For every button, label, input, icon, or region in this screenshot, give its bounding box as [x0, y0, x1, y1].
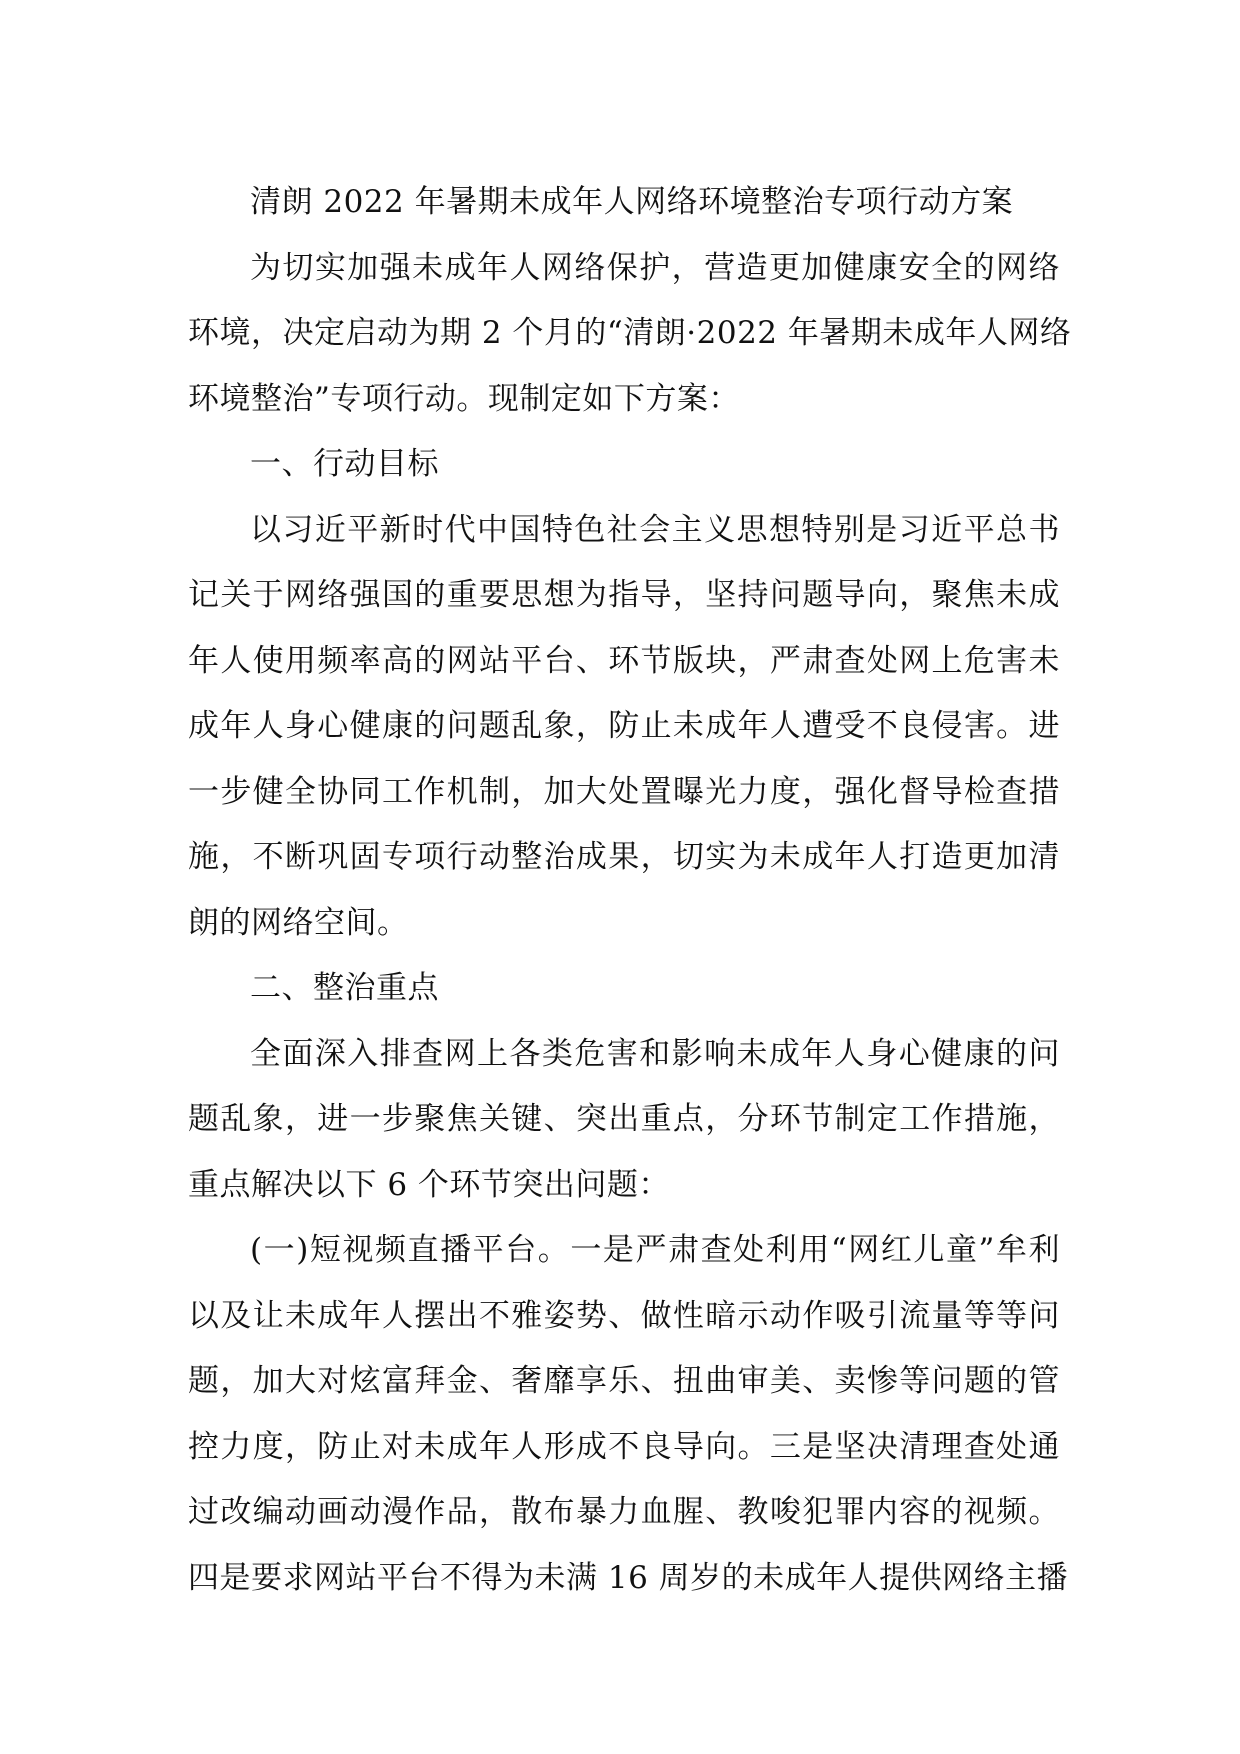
paragraph-line: 过改编动画动漫作品，散布暴力血腥、教唆犯罪内容的视频。 — [188, 1494, 1060, 1530]
paragraph-line: (一)短视频直播平台。一是严肃查处利用“网红儿童”牟利 — [250, 1232, 1060, 1268]
document-page — [188, 170, 1072, 1611]
paragraph-line: 环境，决定启动为期 2 个月的“清朗·2022 年暑期未成年人网络 — [188, 315, 1072, 351]
paragraph-line: 以及让未成年人摆出不雅姿势、做性暗示动作吸引流量等等问 — [188, 1297, 1060, 1334]
paragraph-line: 全面深入排查网上各类危害和影响未成年人身心健康的问 — [250, 1035, 1060, 1072]
section-heading: 二、整治重点 — [250, 970, 439, 1006]
document-title: 清朗 2022 年暑期未成年人网络环境整治专项行动方案 — [250, 184, 1014, 220]
paragraph-line: 施，不断巩固专项行动整治成果，切实为未成年人打造更加清 — [188, 839, 1060, 875]
paragraph-line: 题，加大对炫富拜金、奢靡享乐、扭曲审美、卖惨等问题的管 — [188, 1363, 1060, 1399]
paragraph-line: 记关于网络强国的重要思想为指导，坚持问题导向，聚焦未成 — [188, 577, 1060, 613]
paragraph-line: 题乱象，进一步聚焦关键、突出重点，分环节制定工作措施， — [188, 1101, 1060, 1137]
section-heading: 一、行动目标 — [250, 446, 439, 482]
paragraph-line: 成年人身心健康的问题乱象，防止未成年人遭受不良侵害。进 — [188, 708, 1060, 744]
paragraph-line: 年人使用频率高的网站平台、环节版块，严肃查处网上危害未 — [188, 642, 1060, 679]
paragraph-line: 一步健全协同工作机制，加大处置曝光力度，强化督导检查措 — [188, 773, 1060, 810]
paragraph-line: 控力度，防止对未成年人形成不良导向。三是坚决清理查处通 — [188, 1428, 1060, 1465]
paragraph-line: 以习近平新时代中国特色社会主义思想特别是习近平总书 — [250, 511, 1060, 548]
paragraph-line: 环境整治”专项行动。现制定如下方案： — [188, 380, 740, 417]
paragraph-line: 朗的网络空间。 — [188, 904, 409, 941]
paragraph-line: 重点解决以下 6 个环节突出问题： — [188, 1166, 670, 1203]
paragraph-line: 四是要求网站平台不得为未满 16 周岁的未成年人提供网络主播 — [188, 1559, 1069, 1596]
paragraph-line: 为切实加强未成年人网络保护，营造更加健康安全的网络 — [250, 249, 1060, 286]
